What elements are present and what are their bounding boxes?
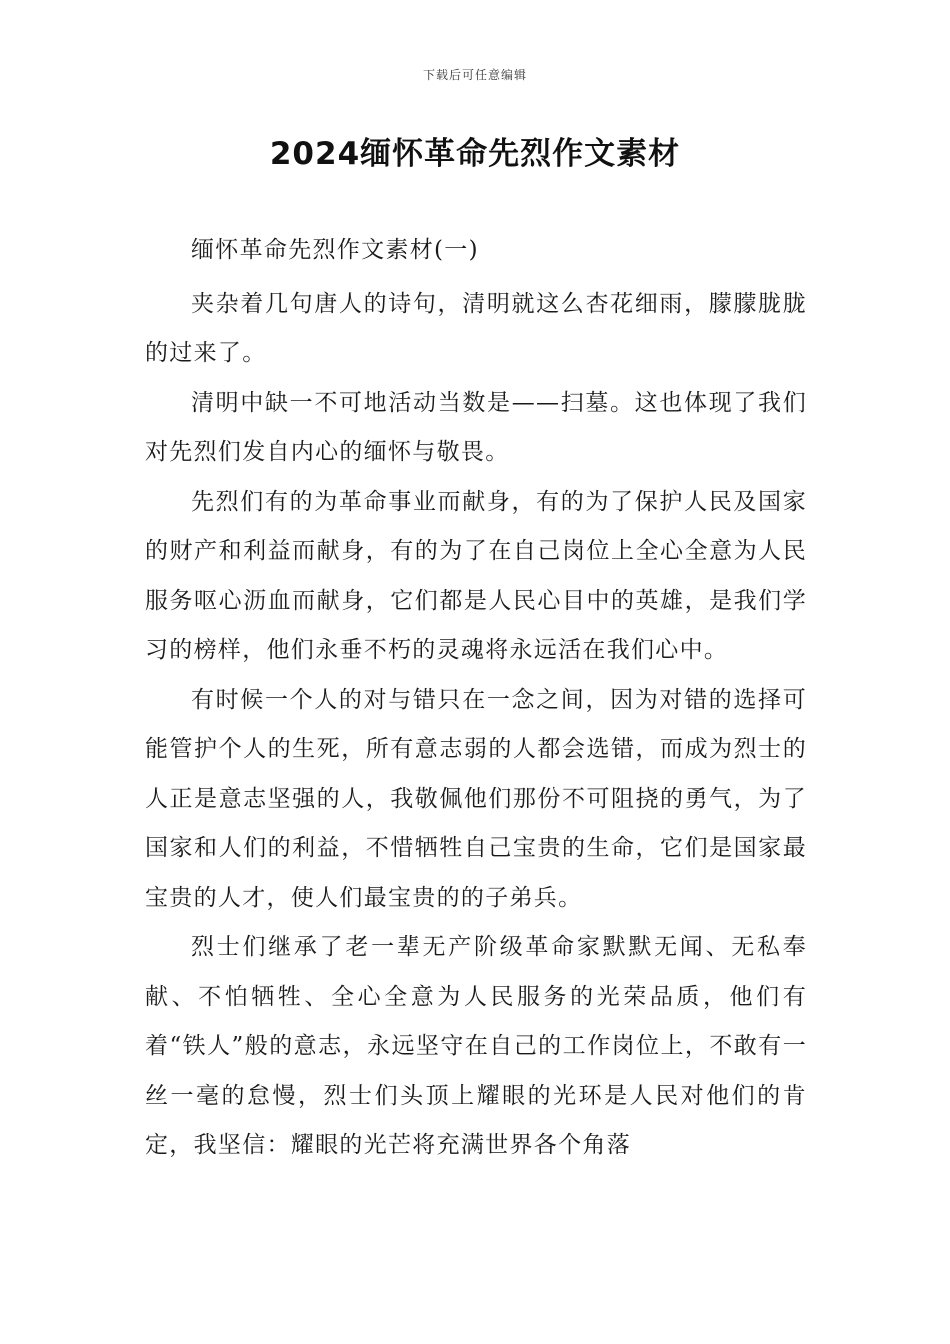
section-subheading: 缅怀革命先烈作文素材(一) (191, 237, 479, 263)
document-body (145, 226, 807, 1171)
paragraph-1: 夹杂着几句唐人的诗句，清明就这么杏花细雨，朦朦胧胧的过来了。 (145, 290, 807, 366)
paragraph-2: 清明中缺一不可地活动当数是——扫墓。这也体现了我们对先烈们发自内心的缅怀与敬畏。 (145, 389, 807, 465)
document-title: 2024缅怀革命先烈作文素材 (269, 136, 681, 172)
paragraph-5: 烈士们继承了老一辈无产阶级革命家默默无闻、无私奉献、不怕牺牲、全心全意为人民服务的光荣品质，他们有着“铁人”般的意志，永远坚守在自己的工作岗位上，不敢有一丝一毫的怠慢，烈士们头顶上耀眼的光环是人民对他们的肯定，我坚信：耀眼的光芒将充满世界各个角落 (145, 934, 807, 1158)
paragraph-4: 有时候一个人的对与错只在一念之间，因为对错的选择可能管护个人的生死，所有意志弱的人都会选错，而成为烈士的人正是意志坚强的人，我敬佩他们那份不可阻挠的勇气，为了国家和人们的利益，不惜牺牲自己宝贵的生命，它们是国家最宝贵的人才，使人们最宝贵的的子弟兵。 (145, 686, 807, 911)
paragraph-3: 先烈们有的为革命事业而献身，有的为了保护人民及国家的财产和利益而献身，有的为了在自己岗位上全心全意为人民服务呕心沥血而献身，它们都是人民心目中的英雄，是我们学习的榜样，他们永垂不朽的灵魂将永远活在我们心中。 (145, 488, 807, 663)
header-note: 下载后可任意编辑 (422, 68, 527, 82)
